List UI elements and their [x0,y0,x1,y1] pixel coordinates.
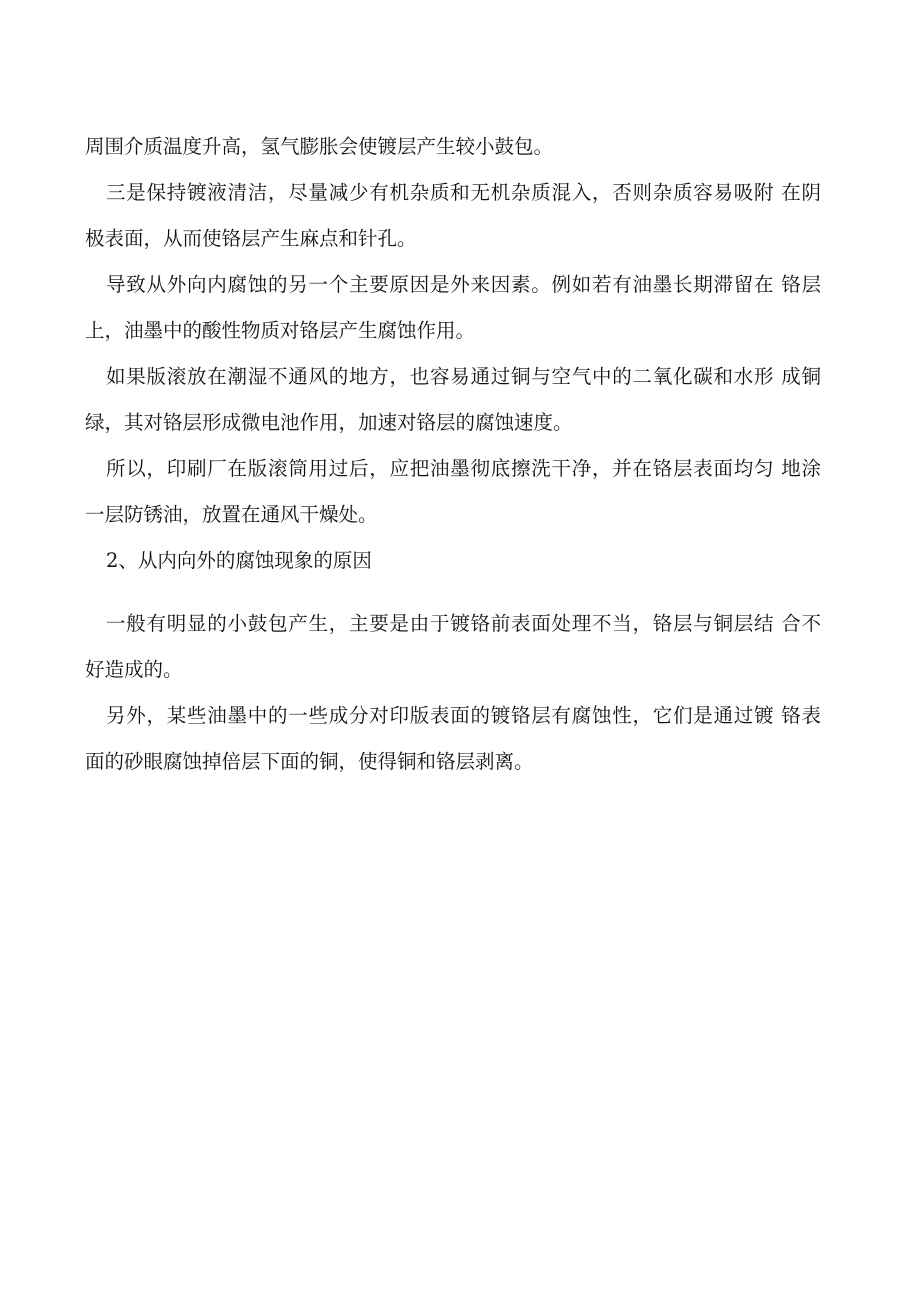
paragraph-2-line-1: 三是保持镀液清洁，尽量减少有机杂质和无机杂质混入，否则杂质容易吸附 在阴 [106,181,821,204]
paragraph-6-line-2: 好造成的。 [85,658,183,681]
paragraph-gap [85,346,821,361]
paragraph-gap [85,530,821,545]
document-body [85,131,821,777]
paragraph-3-line-2: 上，油墨中的酸性物质对铬层产生腐蚀作用。 [85,319,476,342]
paragraph-gap [85,438,821,453]
paragraph-7-line-1: 另外，某些油墨中的一些成分对印版表面的镀铬层有腐蚀性，它们是通过镀 铬表 [106,704,821,727]
paragraph-5-line-2: 一层防锈油，放置在通风干燥处。 [85,503,378,526]
paragraph-5-line-1: 所以，印刷厂在版滚筒用过后，应把油墨彻底擦洗干净，并在铬层表面均匀 地涂 [106,457,821,480]
line-gap [85,300,821,315]
paragraph-4-line-1: 如果版滚放在潮湿不通风的地方，也容易通过铜与空气中的二氧化碳和水形 成铜 [106,365,821,388]
line-gap [85,639,821,654]
line-gap [85,731,821,746]
paragraph-2-line-2: 极表面，从而使铬层产生麻点和针孔。 [85,227,417,250]
paragraph-gap [85,162,821,177]
paragraph-4-line-2: 绿，其对铬层形成微电池作用，加速对铬层的腐蚀速度。 [85,411,573,434]
paragraph-gap [85,254,821,269]
paragraph-7-line-2: 面的砂眼腐蚀掉倍层下面的铜，使得铜和铬层剥离。 [85,750,534,773]
paragraph-gap [85,685,821,700]
section-gap [85,576,821,608]
line-gap [85,484,821,499]
paragraph-1-line-1: 周围介质温度升高，氢气膨胀会使镀层产生较小鼓包。 [85,135,554,158]
section-heading: 2、从内向外的腐蚀现象的原因 [106,549,372,572]
line-gap [85,392,821,407]
paragraph-6-line-1: 一般有明显的小鼓包产生，主要是由于镀铬前表面处理不当，铬层与铜层结 合不 [106,612,821,635]
line-gap [85,208,821,223]
paragraph-3-line-1: 导致从外向内腐蚀的另一个主要原因是外来因素。例如若有油墨长期滞留在 铬层 [106,273,821,296]
